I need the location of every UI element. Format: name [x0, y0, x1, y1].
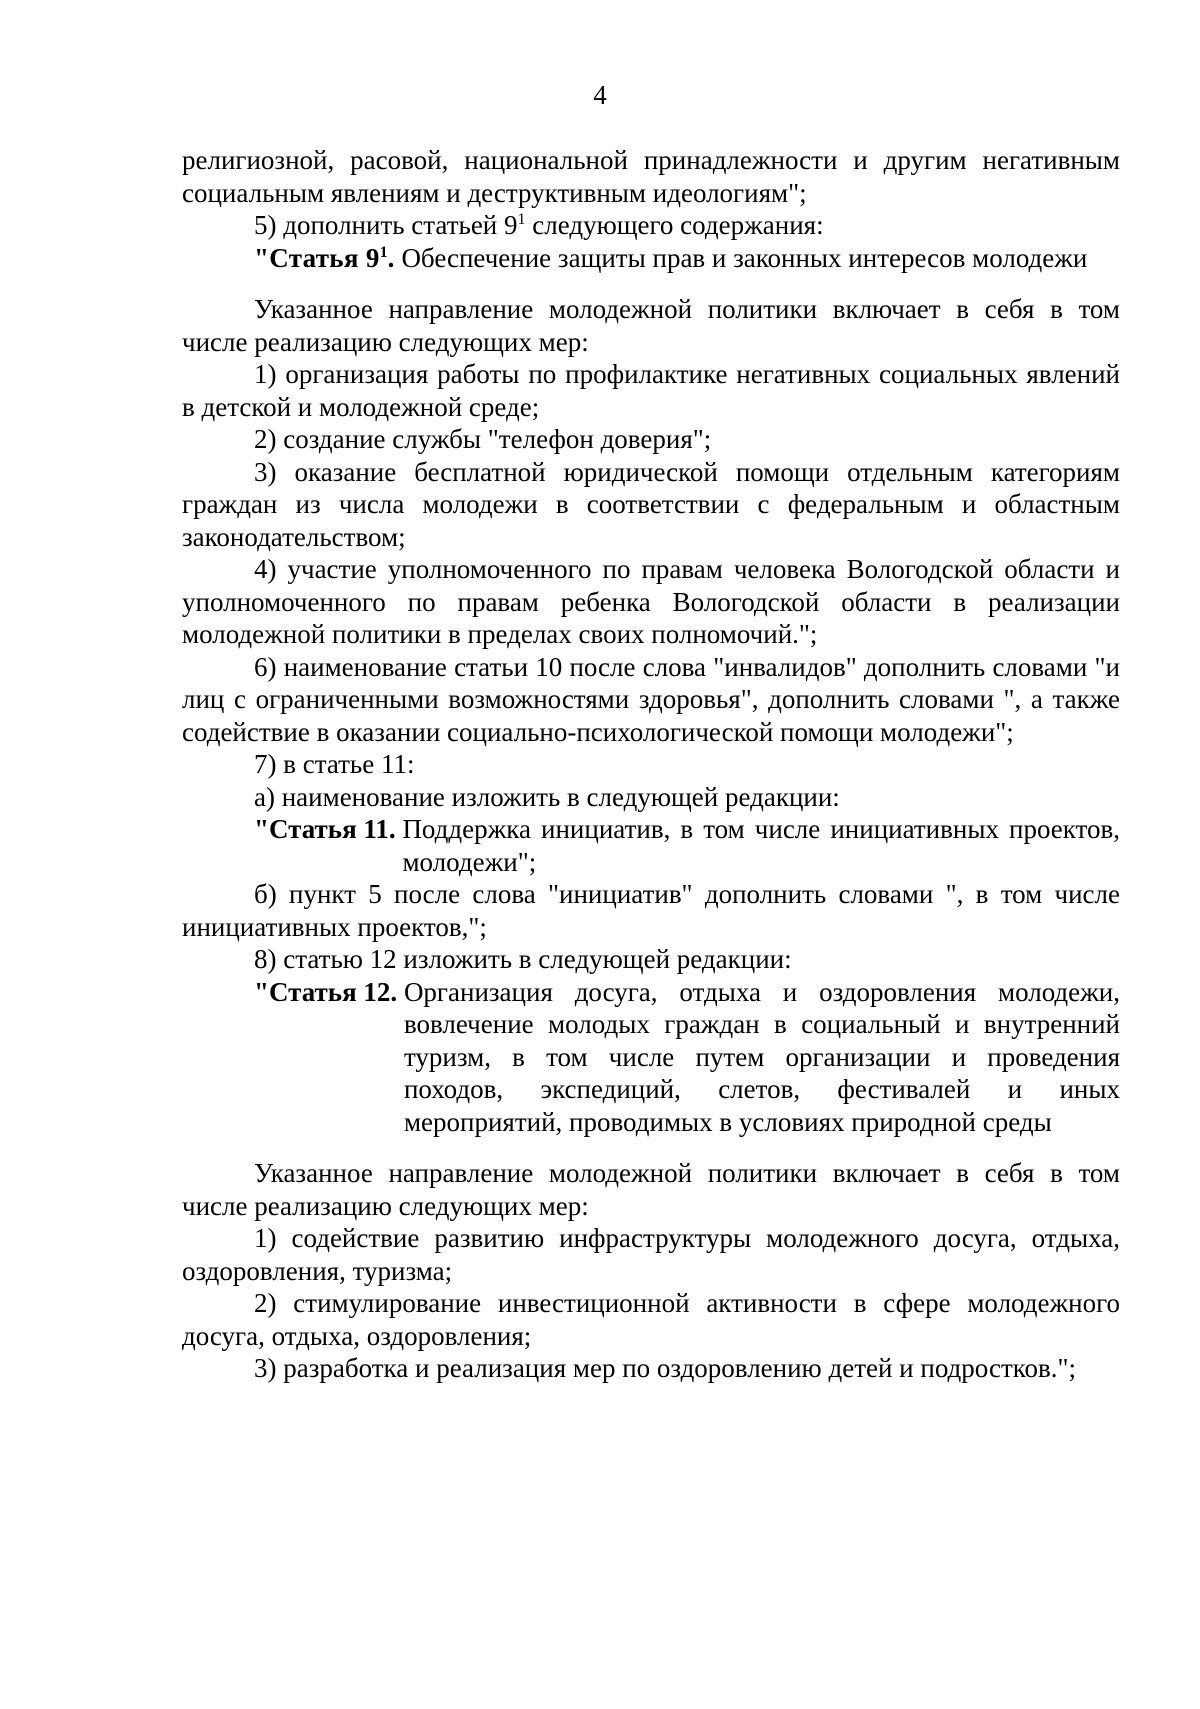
- article-12-title: Организация досуга, отдыха и оздоровления молодежи, вовлечение молодых граждан в социальный и внутренний туризм, в том числе путем организации и проведения походов, экспедиций, слетов, фестивалей и иных мероприятий, проводимых в условиях природной среды: [403, 976, 1120, 1137]
- document-body: [182, 144, 1120, 1385]
- article-9-1-title: Обеспечение защиты прав и законных интересов молодежи: [394, 242, 1088, 273]
- paragraph-direction-1: Указанное направление молодежной политики включает в себя в том числе реализацию следующих мер:: [182, 294, 1120, 357]
- article-12-label: "Статья 12.: [254, 976, 404, 1007]
- item-5-text-b: следующего содержания:: [525, 210, 824, 240]
- spacer: [182, 1138, 1120, 1157]
- article-9-1-superscript: 1: [379, 243, 388, 261]
- item-5: [182, 209, 1120, 242]
- article-11-title: Поддержка инициатив, в том числе инициативных проектов, молодежи";: [402, 814, 1120, 877]
- measure-3: 3) оказание бесплатной юридической помощи отдельным категориям граждан из числа молодежи в соответствии с федеральным и областным законодательством;: [182, 456, 1120, 552]
- item-6: 6) наименование статьи 10 после слова "инвалидов" дополнить словами "и лиц с ограниченными возможностями здоровья", дополнить словами ", а также содействие в оказании социально-психологической помощи молодежи";: [182, 651, 1120, 747]
- measure-2: 2) создание службы "телефон доверия";: [254, 424, 712, 454]
- measure-b-2: 2) стимулирование инвестиционной активности в сфере молодежного досуга, отдыха, оздоровления;: [182, 1288, 1120, 1351]
- measure-1: 1) организация работы по профилактике негативных социальных явлений в детской и молодежной среде;: [182, 359, 1120, 422]
- page-number: 4: [593, 80, 607, 110]
- measure-b-1: 1) содействие развитию инфраструктуры молодежного досуга, отдыха, оздоровления, туризма;: [182, 1223, 1120, 1286]
- article-12-heading: [182, 976, 1120, 1139]
- item-8: 8) статью 12 изложить в следующей редакции:: [254, 944, 792, 974]
- item-7a: а) наименование изложить в следующей редакции:: [254, 781, 840, 812]
- measure-4: 4) участие уполномоченного по правам человека Вологодской области и уполномоченного по правам ребенка Вологодской области в реализации молодежной политики в пределах своих полномочий.";: [182, 554, 1120, 649]
- article-9-1-dot: .: [387, 242, 395, 273]
- paragraph-continuation: религиозной, расовой, национальной принадлежности и другим негативным социальным явлениям и деструктивным идеологиям";: [182, 145, 1120, 208]
- item-7b: б) пункт 5 после слова "инициатив" дополнить словами ", в том числе инициативных проектов,";: [182, 879, 1120, 942]
- measure-b-3: 3) разработка и реализация мер по оздоровлению детей и подростков.";: [254, 1353, 1077, 1383]
- spacer: [182, 274, 1120, 293]
- item-5-superscript: 1: [517, 211, 526, 228]
- item-7: 7) в статье 11:: [254, 749, 415, 779]
- article-9-1-label: "Статья 9: [254, 242, 380, 273]
- item-5-text-a: 5) дополнить статьей 9: [254, 210, 518, 240]
- article-11-label: "Статья 11.: [254, 814, 403, 844]
- article-9-1-heading: [182, 242, 1120, 275]
- paragraph-direction-2: Указанное направление молодежной политики включает в себя в том числе реализацию следующих мер:: [182, 1158, 1120, 1221]
- article-11-heading: [182, 813, 1120, 878]
